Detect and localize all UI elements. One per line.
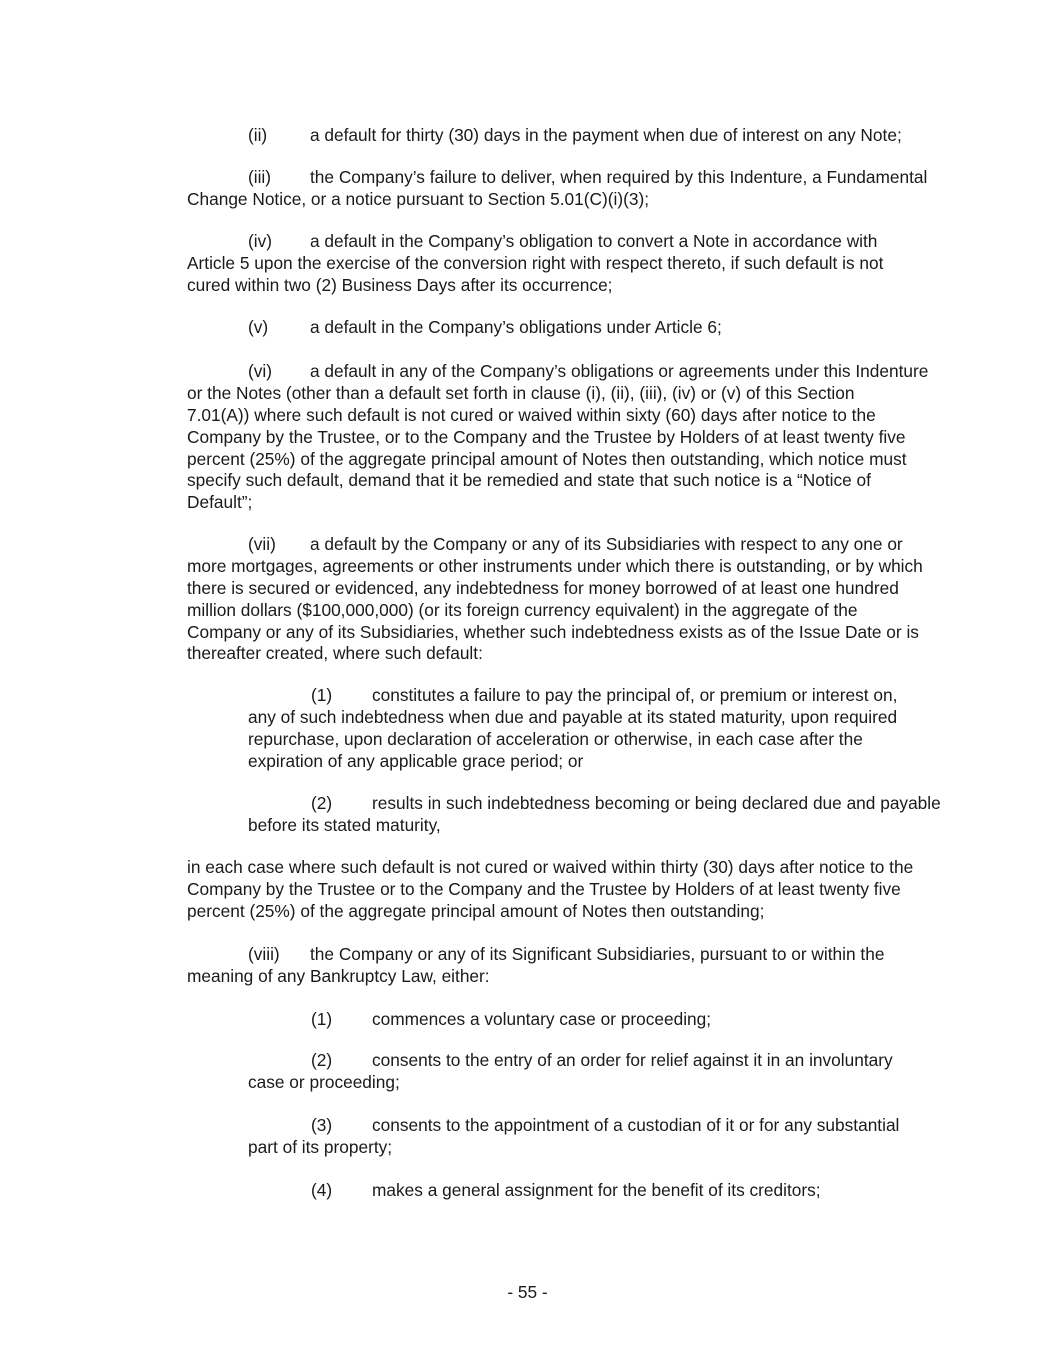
clause-text-line: expiration of any applicable grace period; or: [248, 750, 584, 771]
clause-text-line: there is secured or evidenced, any indebtedness for money borrowed of at least one hundred: [187, 577, 899, 598]
clause-text-line: 7.01(A)) where such default is not cured or waived within sixty (60) days after notice to the: [187, 404, 876, 425]
clause-text-line: meaning of any Bankruptcy Law, either:: [187, 965, 490, 986]
clause-text-line: before its stated maturity,: [248, 814, 441, 835]
clause-text-line: thereafter created, where such default:: [187, 643, 483, 664]
clause-text-line: the Company’s failure to deliver, when required by this Indenture, a Fundamental: [310, 167, 928, 187]
clause-iv: [187, 231, 883, 297]
clause-text-line: part of its property;: [248, 1136, 393, 1157]
clause-text-line: makes a general assignment for the benefit of its creditors;: [372, 1180, 821, 1200]
clause-text-line: percent (25%) of the aggregate principal amount of Notes then outstanding, which notice must: [187, 448, 907, 469]
clause-viii-3: [248, 1115, 900, 1159]
clause-text-line: Company or any of its Subsidiaries, whether such indebtedness exists as of the Issue Date or is: [187, 621, 919, 642]
clause-number: (3): [311, 1115, 333, 1135]
clause-vii-2: [248, 793, 941, 837]
clause-text-line: a default for thirty (30) days in the payment when due of interest on any Note;: [310, 125, 902, 145]
clause-number: (2): [311, 1050, 333, 1070]
clause-text-line: a default in the Company’s obligations under Article 6;: [310, 317, 722, 337]
clause-text-line: percent (25%) of the aggregate principal amount of Notes then outstanding;: [187, 900, 765, 921]
clause-number: (1): [311, 1009, 333, 1029]
clause-number: (v): [248, 317, 269, 337]
clause-vii-tail: [187, 857, 913, 923]
clause-number: (vi): [248, 361, 272, 381]
clause-text-line: Default”;: [187, 492, 253, 513]
clause-text-line: consents to the entry of an order for relief against it in an involuntary: [372, 1050, 893, 1070]
clause-number: (2): [311, 793, 333, 813]
page-number: - 55 -: [507, 1282, 548, 1302]
clause-number: (viii): [248, 944, 280, 964]
clause-text-line: specify such default, demand that it be remedied and state that such notice is a “Notice of: [187, 470, 871, 491]
clause-vii: [187, 534, 923, 665]
clause-number: (ii): [248, 125, 268, 145]
clause-number: (iv): [248, 231, 272, 251]
clause-text-line: Change Notice, or a notice pursuant to Section 5.01(C)(i)(3);: [187, 188, 650, 209]
clause-viii: [187, 944, 885, 988]
clause-text-line: Company by the Trustee or to the Company and the Trustee by Holders of at least twenty five: [187, 878, 901, 899]
clause-text-line: a default in the Company’s obligation to convert a Note in accordance with: [310, 231, 878, 251]
clause-text-line: case or proceeding;: [248, 1071, 400, 1092]
clause-number: (1): [311, 685, 333, 705]
clause-text-line: consents to the appointment of a custodian of it or for any substantial: [372, 1115, 900, 1135]
clause-viii-2: [248, 1050, 893, 1094]
clause-text-line: million dollars ($100,000,000) (or its foreign currency equivalent) in the aggregate of the: [187, 599, 858, 620]
clause-text-line: repurchase, upon declaration of acceleration or otherwise, in each case after the: [248, 728, 863, 749]
clause-text-line: constitutes a failure to pay the principal of, or premium or interest on,: [372, 685, 898, 705]
clause-vi: [187, 361, 929, 514]
clause-text-line: Company by the Trustee, or to the Company and the Trustee by Holders of at least twenty five: [187, 426, 906, 447]
clause-text-line: cured within two (2) Business Days after its occurrence;: [187, 274, 613, 295]
clause-text-line: results in such indebtedness becoming or being declared due and payable: [372, 793, 941, 813]
clause-text-line: Article 5 upon the exercise of the conversion right with respect thereto, if such default is not: [187, 252, 884, 273]
clause-number: (vii): [248, 534, 276, 554]
clause-number: (4): [311, 1180, 333, 1200]
clause-text-line: in each case where such default is not cured or waived within thirty (30) days after notice to the: [187, 857, 914, 877]
clause-text-line: more mortgages, agreements or other instruments under which there is outstanding, or by which: [187, 555, 923, 576]
clause-text-line: any of such indebtedness when due and payable at its stated maturity, upon required: [248, 706, 898, 727]
clause-iii: [187, 167, 928, 211]
clause-text-line: the Company or any of its Significant Subsidiaries, pursuant to or within the: [310, 944, 885, 964]
clause-text-line: or the Notes (other than a default set forth in clause (i), (ii), (iii), (iv) or (v) of this Section: [187, 382, 855, 403]
clause-text-line: a default by the Company or any of its Subsidiaries with respect to any one or: [310, 534, 903, 554]
clause-number: (iii): [248, 167, 272, 187]
clause-text-line: commences a voluntary case or proceeding;: [372, 1009, 712, 1029]
clause-text-line: a default in any of the Company’s obligations or agreements under this Indenture: [310, 361, 929, 381]
clause-vii-1: [248, 685, 897, 773]
